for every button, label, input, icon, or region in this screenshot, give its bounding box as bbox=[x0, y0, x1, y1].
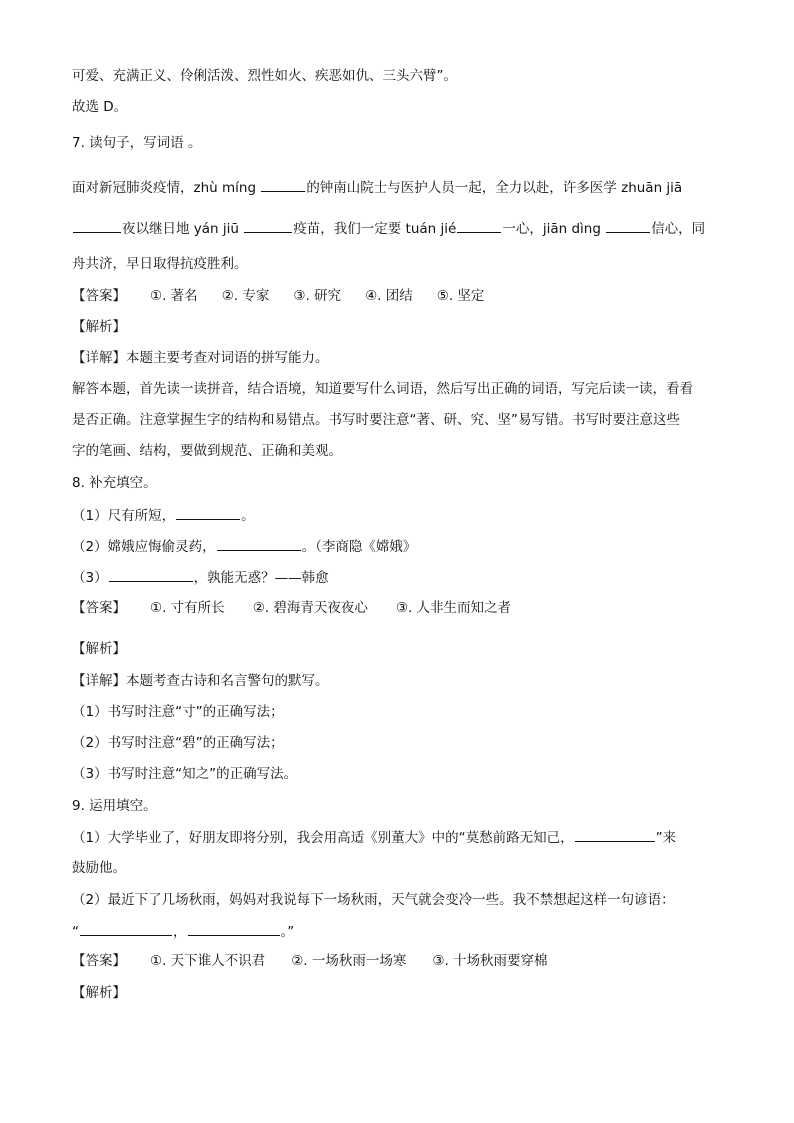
q7-blank-1 bbox=[261, 177, 305, 192]
q7-passage-line-1 bbox=[72, 177, 682, 198]
analysis-tag: 【解析】 bbox=[72, 985, 126, 1001]
q9-answer-line bbox=[72, 951, 548, 971]
q7-text: 夜以继日地 yán jiū bbox=[122, 221, 244, 237]
answer-tag: 【答案】 bbox=[72, 288, 126, 304]
q8-text: （1）尺有所短， bbox=[72, 508, 176, 524]
q7-text: 一心，jiān dìng bbox=[502, 221, 606, 237]
q8-sentence-2 bbox=[72, 536, 416, 557]
q8-text: 。 bbox=[241, 508, 255, 524]
detail-line: 【详解】本题主要考查对词语的拼写能力。 bbox=[72, 350, 329, 366]
answer-item: ②. 专家 bbox=[221, 288, 270, 304]
q7-title: 7. 读句子，写词语 。 bbox=[72, 135, 202, 151]
q7-passage-line-2 bbox=[72, 218, 705, 239]
answer-item: ③. 研究 bbox=[293, 288, 342, 304]
continued-text-line: 可爱、充满正义、伶俐活泼、烈性如火、疾恶如仇、三头六臂”。 bbox=[72, 68, 457, 84]
q7-text: 信心，同 bbox=[651, 221, 706, 237]
answer-item: ④. 团结 bbox=[365, 288, 413, 304]
q9-text: “ bbox=[72, 924, 79, 940]
q9-blank-3 bbox=[188, 921, 280, 936]
q9-title: 9. 运用填空。 bbox=[72, 798, 157, 814]
q7-text: 面对新冠肺炎疫情，zhù míng bbox=[72, 180, 261, 196]
q9-text: ”来 bbox=[655, 830, 677, 846]
q7-text: 的钟南山院士与医护人员一起，全力以赴，许多医学 zhuān jiā bbox=[306, 180, 683, 196]
q8-blank-2 bbox=[217, 536, 301, 551]
detail-line: 解答本题，首先读一读拼音，结合语境，知道要写什么词语，然后写出正确的词语，写完后读一读，看看 bbox=[72, 381, 693, 397]
q8-sentence-1 bbox=[72, 505, 255, 526]
q9-text: （1）大学毕业了，好朋友即将分别，我会用高适《别董大》中的“莫愁前路无知己， bbox=[72, 830, 574, 846]
q7-blank-2 bbox=[73, 218, 121, 233]
q7-blank-3 bbox=[244, 218, 292, 233]
q7-blank-4 bbox=[457, 218, 501, 233]
answer-tag: 【答案】 bbox=[72, 953, 126, 969]
q8-text: ，孰能无惑？——韩愈 bbox=[193, 570, 329, 586]
q7-text: 疫苗，我们一定要 tuán jié bbox=[293, 221, 457, 237]
answer-item: ③. 人非生而知之者 bbox=[395, 600, 512, 616]
answer-item: ②. 碧海青天夜夜心 bbox=[252, 600, 368, 616]
q9-sentence-1-cont: 鼓励他。 bbox=[72, 860, 126, 876]
answer-item: ③. 十场秋雨要穿棉 bbox=[432, 953, 548, 969]
answer-item: ②. 一场秋雨一场寒 bbox=[291, 953, 407, 969]
detail-line: （2）书写时注意“碧”的正确写法； bbox=[72, 735, 284, 751]
detail-line: （1）书写时注意“寸”的正确写法； bbox=[72, 704, 284, 720]
answer-item: ①. 著名 bbox=[150, 288, 198, 304]
q9-sentence-2-blanks bbox=[72, 921, 294, 942]
detail-line: 字的笔画、结构，要做到规范、正确和美观。 bbox=[72, 443, 342, 459]
q7-passage-line-3: 舟共济，早日取得抗疫胜利。 bbox=[72, 256, 248, 272]
q7-answer-line bbox=[72, 286, 484, 306]
answer-item: ①. 天下谁人不识君 bbox=[150, 953, 266, 969]
q9-sentence-2: （2）最近下了几场秋雨，妈妈对我说每下一场秋雨，天气就会变冷一些。我不禁想起这样一句谚语： bbox=[72, 892, 675, 908]
q7-blank-5 bbox=[606, 218, 650, 233]
q8-text: 。（李商隐《嫦娥》 bbox=[301, 539, 417, 555]
document-page bbox=[72, 0, 722, 1123]
conclusion-line: 故选 D。 bbox=[72, 99, 128, 115]
answer-item: ①. 寸有所长 bbox=[150, 600, 225, 616]
q9-blank-1 bbox=[575, 827, 655, 842]
q8-text: （3） bbox=[72, 570, 108, 586]
answer-item: ⑤. 坚定 bbox=[436, 288, 485, 304]
q8-title: 8. 补充填空。 bbox=[72, 475, 157, 491]
detail-line: （3）书写时注意“知之”的正确写法。 bbox=[72, 766, 298, 782]
q8-answer-line bbox=[72, 598, 511, 618]
q8-blank-3 bbox=[109, 567, 193, 582]
detail-line: 【详解】本题考查古诗和名言警句的默写。 bbox=[72, 673, 329, 689]
q8-blank-1 bbox=[176, 505, 240, 520]
analysis-tag: 【解析】 bbox=[72, 641, 126, 657]
detail-line: 是否正确。注意掌握生字的结构和易错点。书写时要注意“著、研、究、坚”易写错。书写时要注意这些 bbox=[72, 412, 680, 428]
q9-text: 。” bbox=[280, 924, 295, 940]
q9-text: ， bbox=[173, 924, 187, 940]
q8-text: （2）嫦娥应悔偷灵药， bbox=[72, 539, 216, 555]
q9-blank-2 bbox=[80, 921, 172, 936]
q8-sentence-3 bbox=[72, 567, 329, 588]
q9-sentence-1 bbox=[72, 827, 676, 848]
analysis-tag: 【解析】 bbox=[72, 319, 126, 335]
answer-tag: 【答案】 bbox=[72, 600, 126, 616]
